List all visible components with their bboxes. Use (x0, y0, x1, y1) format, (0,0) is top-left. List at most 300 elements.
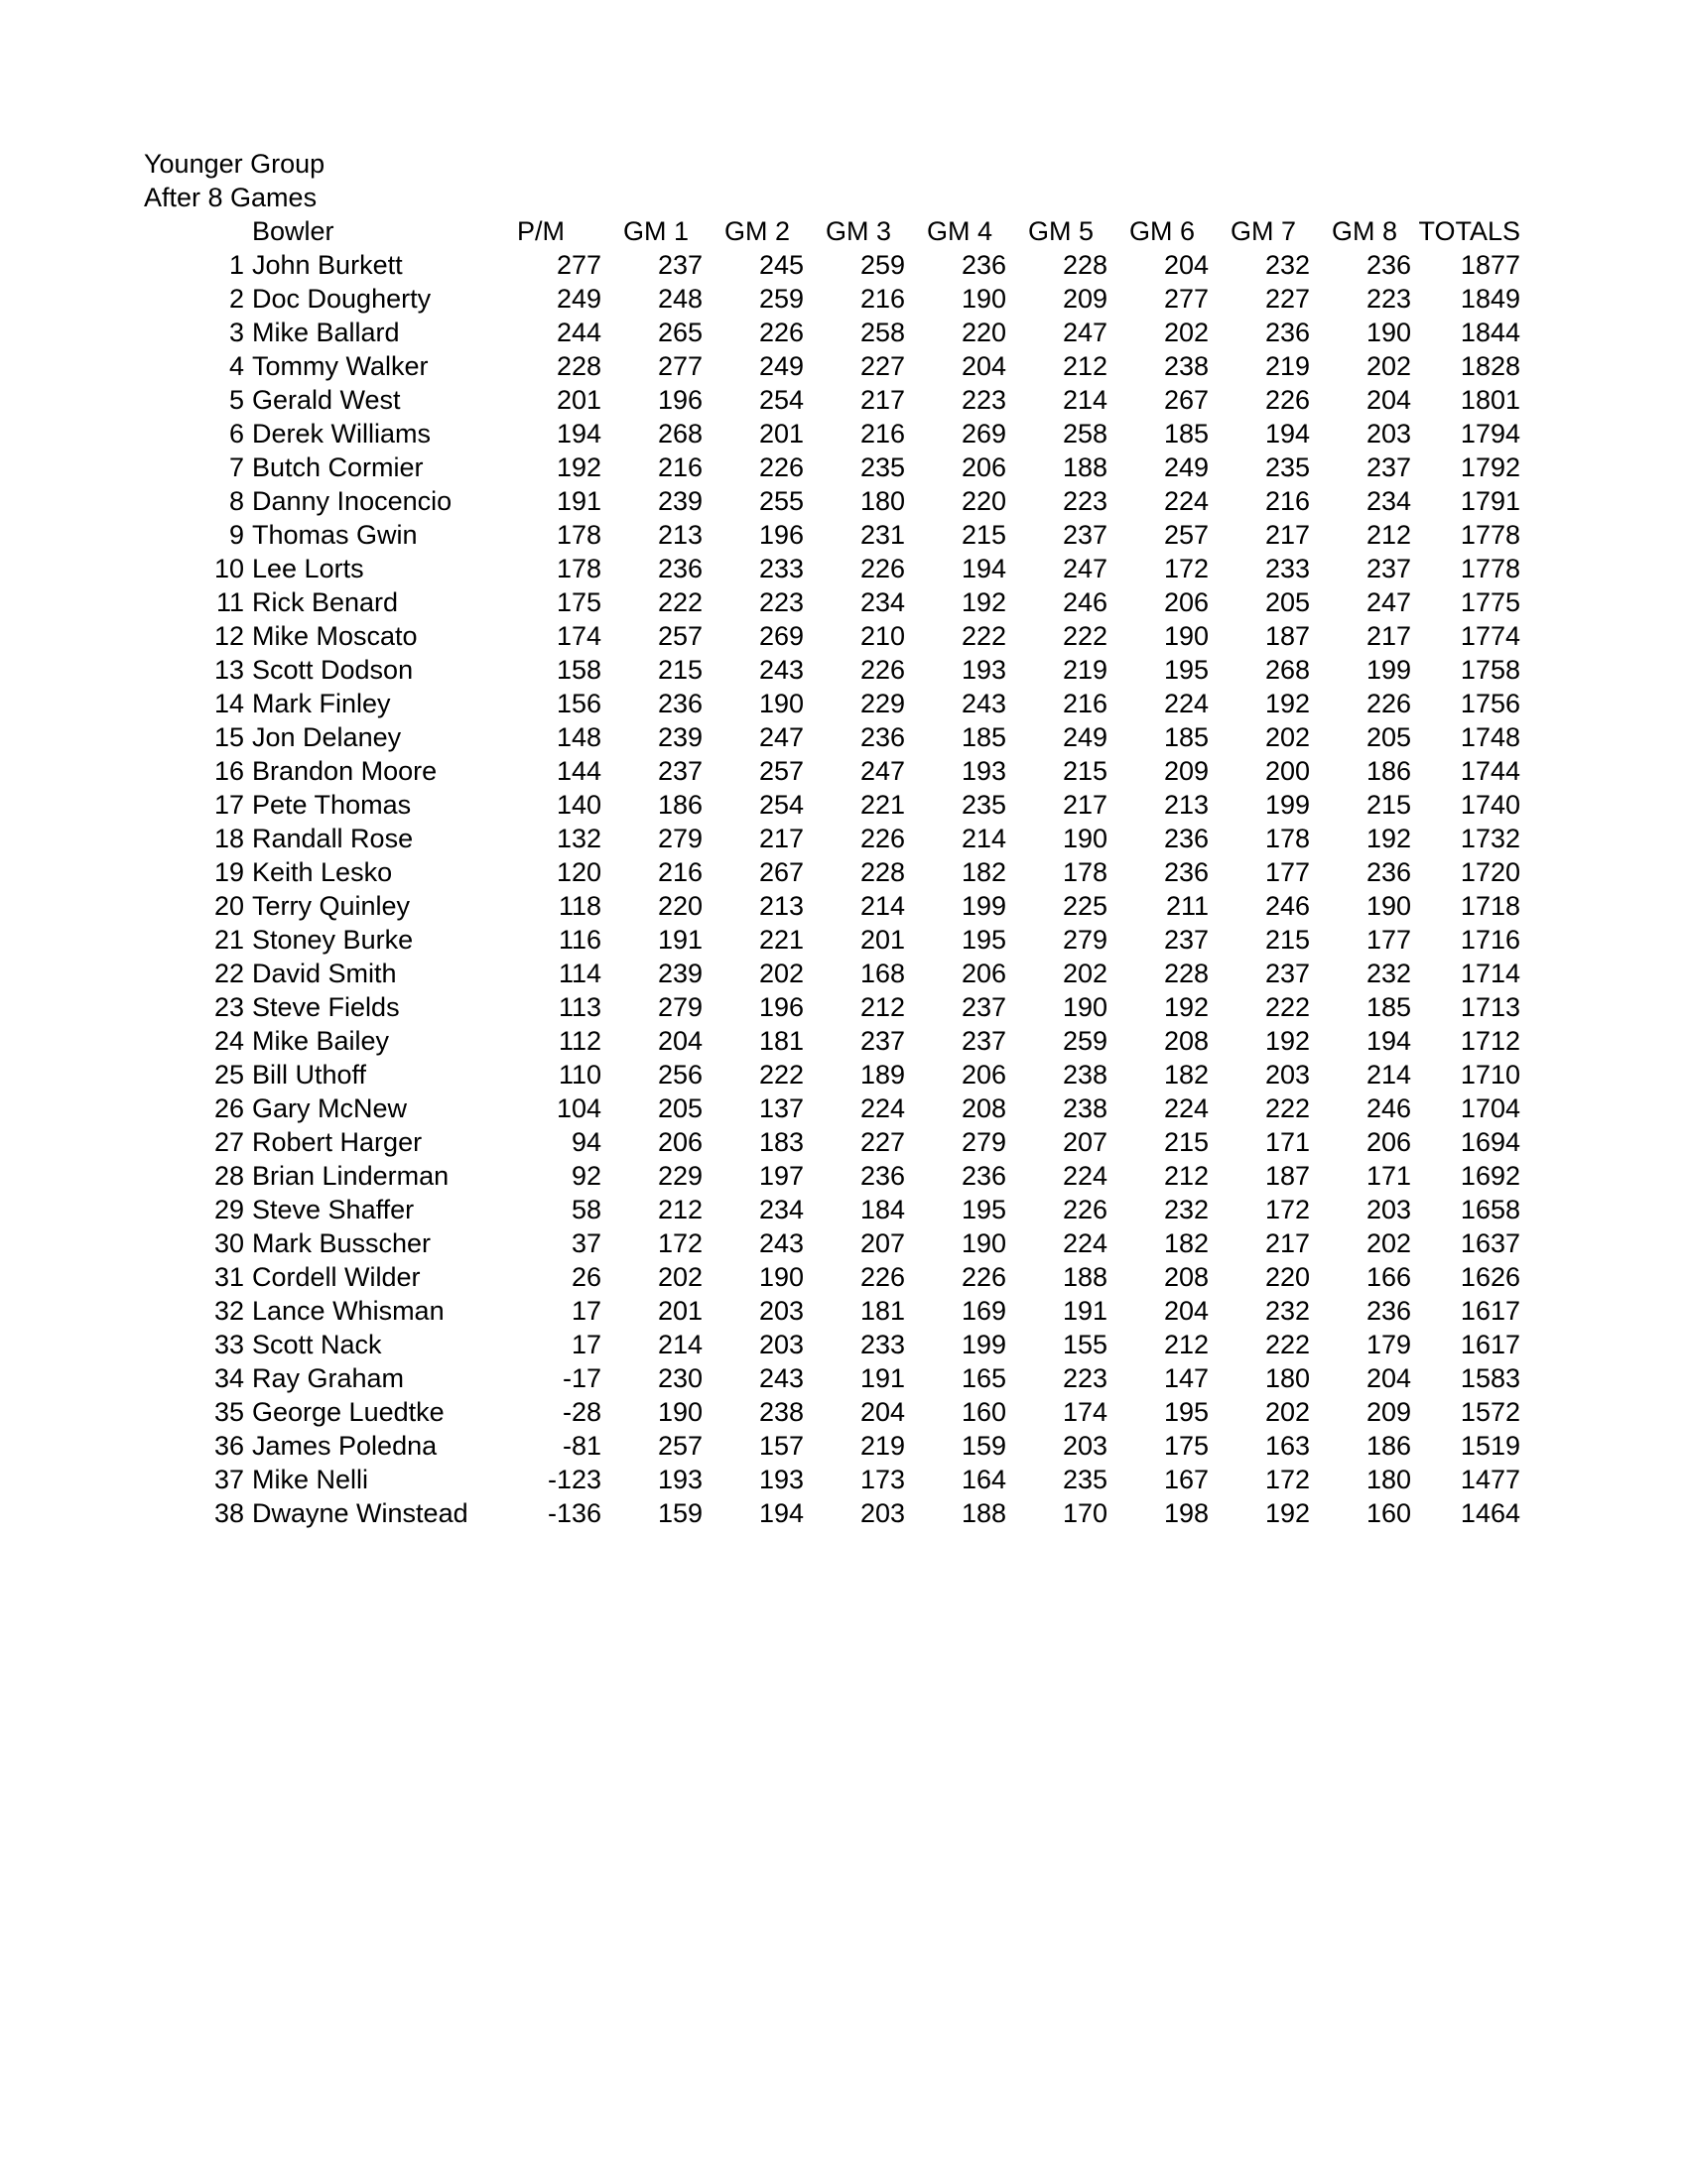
gm-4-cell: 222 (961, 621, 1006, 651)
gm-4-cell: 236 (961, 250, 1006, 280)
gm-6-cell: 192 (1163, 992, 1209, 1022)
gm-4-cell: 199 (961, 891, 1006, 921)
table-row (198, 1328, 1520, 1361)
table-row (198, 788, 1520, 822)
rank-cell: 1 (228, 250, 244, 280)
gm-3-cell: 216 (859, 419, 905, 449)
gm-1-cell: 201 (657, 1296, 703, 1326)
gm-4-cell: 208 (961, 1093, 1006, 1123)
gm-1-cell: 237 (657, 250, 703, 280)
totals-cell: 1801 (1460, 385, 1520, 415)
table-row (198, 1395, 1520, 1429)
gm-5-cell: 228 (1062, 250, 1107, 280)
gm-8-cell: 160 (1365, 1498, 1411, 1528)
pm-cell: 277 (556, 250, 601, 280)
gm-6-cell: 175 (1163, 1431, 1209, 1461)
rank-cell: 19 (213, 857, 244, 887)
bowler-name-cell: Stoney Burke (252, 925, 414, 955)
gm-3-cell: 224 (859, 1093, 905, 1123)
gm-1-cell: 213 (657, 520, 703, 550)
gm-1-cell: 229 (657, 1161, 703, 1191)
table-row (198, 754, 1520, 788)
gm-5-cell: 174 (1062, 1397, 1107, 1427)
pm-cell: 113 (558, 992, 601, 1022)
gm-7-cell: 192 (1264, 1498, 1310, 1528)
gm-7-cell: 200 (1264, 756, 1310, 786)
totals-cell: 1583 (1460, 1363, 1520, 1393)
bowler-name-cell: Gerald West (252, 385, 401, 415)
pm-cell: 144 (556, 756, 601, 786)
gm-3-cell: 184 (859, 1195, 905, 1224)
gm-1-cell: 237 (657, 756, 703, 786)
totals-cell: 1744 (1460, 756, 1520, 786)
gm-7-cell: 226 (1264, 385, 1310, 415)
gm-1-cell: 265 (657, 318, 703, 347)
gm-7-cell: 232 (1264, 1296, 1310, 1326)
gm-3-cell: 235 (859, 452, 905, 482)
gm-1-cell: 196 (657, 385, 703, 415)
table-header (198, 214, 1520, 248)
gm-3-cell: 259 (859, 250, 905, 280)
gm-8-cell: 215 (1365, 790, 1411, 820)
gm-4-cell: 243 (961, 689, 1006, 718)
bowler-name-cell: Mike Nelli (252, 1465, 369, 1494)
gm-6-cell: 208 (1163, 1026, 1209, 1056)
bowler-name-cell: Thomas Gwin (252, 520, 418, 550)
gm-6-cell: 224 (1163, 689, 1209, 718)
gm-1-cell: 248 (657, 284, 703, 314)
bowler-name-cell: Danny Inocencio (252, 486, 453, 516)
gm-5-cell: 209 (1062, 284, 1107, 314)
gm-2-cell: 238 (758, 1397, 804, 1427)
rank-cell: 6 (228, 419, 244, 449)
gm-8-cell: 232 (1365, 959, 1411, 988)
gm-5-cell: 207 (1062, 1127, 1107, 1157)
table-row (198, 518, 1520, 552)
table-row (198, 889, 1520, 923)
gm-6-cell: 215 (1163, 1127, 1209, 1157)
gm-2-cell: 203 (758, 1296, 804, 1326)
gm-6-cell: 224 (1163, 486, 1209, 516)
gm-7-cell: 222 (1264, 992, 1310, 1022)
gm-3-cell: 214 (859, 891, 905, 921)
gm-7-cell: 192 (1264, 1026, 1310, 1056)
table-row (198, 720, 1520, 754)
gm-8-cell: 246 (1365, 1093, 1411, 1123)
gm-5-cell: 190 (1062, 824, 1107, 853)
gm-2-cell: 259 (758, 284, 804, 314)
table-row (198, 282, 1520, 316)
totals-cell: 1714 (1460, 959, 1520, 988)
gm-3-cell: 212 (859, 992, 905, 1022)
gm-2-cell: 243 (758, 1228, 804, 1258)
bowler-name-cell: Keith Lesko (252, 857, 393, 887)
gm-7-cell: 246 (1264, 891, 1310, 921)
gm-6-cell: 236 (1163, 824, 1209, 853)
gm-1-cell: 216 (657, 857, 703, 887)
gm-2-cell: 249 (758, 351, 804, 381)
pm-cell: -81 (562, 1431, 601, 1461)
gm-5-cell: 224 (1062, 1228, 1107, 1258)
header-gm-4: GM 4 (926, 216, 992, 246)
table-row (198, 1429, 1520, 1463)
gm-2-cell: 257 (758, 756, 804, 786)
table-row (198, 619, 1520, 653)
gm-6-cell: 172 (1163, 554, 1209, 583)
gm-8-cell: 226 (1365, 689, 1411, 718)
table-row (198, 1260, 1520, 1294)
gm-3-cell: 173 (859, 1465, 905, 1494)
gm-4-cell: 182 (961, 857, 1006, 887)
rank-cell: 21 (213, 925, 244, 955)
gm-5-cell: 216 (1062, 689, 1107, 718)
gm-3-cell: 210 (859, 621, 905, 651)
gm-8-cell: 214 (1365, 1060, 1411, 1090)
gm-7-cell: 232 (1264, 250, 1310, 280)
table-row (198, 923, 1520, 957)
gm-4-cell: 169 (961, 1296, 1006, 1326)
gm-1-cell: 239 (657, 486, 703, 516)
pm-cell: 17 (571, 1296, 601, 1326)
gm-6-cell: 204 (1163, 1296, 1209, 1326)
gm-5-cell: 238 (1062, 1093, 1107, 1123)
gm-5-cell: 223 (1062, 486, 1107, 516)
gm-7-cell: 187 (1264, 621, 1310, 651)
gm-4-cell: 195 (961, 925, 1006, 955)
gm-4-cell: 220 (961, 486, 1006, 516)
gm-6-cell: 208 (1163, 1262, 1209, 1292)
gm-3-cell: 204 (859, 1397, 905, 1427)
gm-5-cell: 217 (1062, 790, 1107, 820)
gm-1-cell: 172 (657, 1228, 703, 1258)
gm-7-cell: 203 (1264, 1060, 1310, 1090)
gm-6-cell: 212 (1163, 1330, 1209, 1359)
rank-cell: 33 (213, 1330, 244, 1359)
gm-3-cell: 247 (859, 756, 905, 786)
gm-6-cell: 232 (1163, 1195, 1209, 1224)
gm-2-cell: 234 (758, 1195, 804, 1224)
gm-6-cell: 198 (1163, 1498, 1209, 1528)
gm-7-cell: 268 (1264, 655, 1310, 685)
pm-cell: 249 (556, 284, 601, 314)
totals-cell: 1658 (1460, 1195, 1520, 1224)
rank-cell: 2 (228, 284, 244, 314)
gm-6-cell: 167 (1163, 1465, 1209, 1494)
gm-7-cell: 236 (1264, 318, 1310, 347)
gm-8-cell: 237 (1365, 554, 1411, 583)
pm-cell: -28 (562, 1397, 601, 1427)
rank-cell: 30 (213, 1228, 244, 1258)
rank-cell: 17 (213, 790, 244, 820)
gm-7-cell: 220 (1264, 1262, 1310, 1292)
gm-7-cell: 233 (1264, 554, 1310, 583)
gm-4-cell: 188 (961, 1498, 1006, 1528)
gm-4-cell: 236 (961, 1161, 1006, 1191)
gm-2-cell: 223 (758, 587, 804, 617)
gm-7-cell: 178 (1264, 824, 1310, 853)
bowler-name-cell: John Burkett (252, 250, 403, 280)
gm-7-cell: 217 (1264, 1228, 1310, 1258)
gm-4-cell: 237 (961, 1026, 1006, 1056)
gm-8-cell: 190 (1365, 891, 1411, 921)
rank-cell: 26 (213, 1093, 244, 1123)
totals-cell: 1778 (1460, 520, 1520, 550)
standings-table (198, 214, 1520, 1530)
gm-6-cell: 182 (1163, 1060, 1209, 1090)
gm-7-cell: 172 (1264, 1465, 1310, 1494)
totals-cell: 1792 (1460, 452, 1520, 482)
gm-2-cell: 137 (758, 1093, 804, 1123)
gm-8-cell: 199 (1365, 655, 1411, 685)
gm-7-cell: 177 (1264, 857, 1310, 887)
gm-4-cell: 279 (961, 1127, 1006, 1157)
bowler-name-cell: Derek Williams (252, 419, 432, 449)
pm-cell: 192 (556, 452, 601, 482)
pm-cell: 114 (558, 959, 601, 988)
games-subtitle: After 8 Games (144, 183, 318, 212)
totals-cell: 1712 (1460, 1026, 1520, 1056)
pm-cell: 244 (556, 318, 601, 347)
gm-3-cell: 258 (859, 318, 905, 347)
rank-cell: 22 (213, 959, 244, 988)
bowler-name-cell: Rick Benard (252, 587, 399, 617)
gm-3-cell: 227 (859, 351, 905, 381)
gm-2-cell: 233 (758, 554, 804, 583)
gm-4-cell: 190 (961, 1228, 1006, 1258)
gm-1-cell: 214 (657, 1330, 703, 1359)
rank-cell: 8 (228, 486, 244, 516)
gm-3-cell: 219 (859, 1431, 905, 1461)
header-totals: TOTALS (1418, 216, 1520, 246)
gm-1-cell: 216 (657, 452, 703, 482)
gm-8-cell: 237 (1365, 452, 1411, 482)
gm-6-cell: 213 (1163, 790, 1209, 820)
gm-4-cell: 220 (961, 318, 1006, 347)
gm-2-cell: 255 (758, 486, 804, 516)
gm-3-cell: 226 (859, 1262, 905, 1292)
gm-8-cell: 177 (1365, 925, 1411, 955)
gm-8-cell: 204 (1365, 385, 1411, 415)
gm-7-cell: 194 (1264, 419, 1310, 449)
gm-5-cell: 246 (1062, 587, 1107, 617)
table-row (198, 552, 1520, 585)
gm-8-cell: 194 (1365, 1026, 1411, 1056)
pm-cell: 175 (556, 587, 601, 617)
gm-8-cell: 180 (1365, 1465, 1411, 1494)
gm-7-cell: 216 (1264, 486, 1310, 516)
gm-3-cell: 221 (859, 790, 905, 820)
table-row (198, 687, 1520, 720)
pm-cell: 194 (556, 419, 601, 449)
gm-3-cell: 228 (859, 857, 905, 887)
table-row (198, 990, 1520, 1024)
gm-5-cell: 155 (1062, 1330, 1107, 1359)
gm-7-cell: 217 (1264, 520, 1310, 550)
totals-cell: 1572 (1460, 1397, 1520, 1427)
pm-cell: 148 (556, 722, 601, 752)
totals-cell: 1844 (1460, 318, 1520, 347)
rank-cell: 24 (213, 1026, 244, 1056)
totals-cell: 1694 (1460, 1127, 1520, 1157)
pm-cell: -17 (562, 1363, 601, 1393)
gm-2-cell: 190 (758, 689, 804, 718)
totals-cell: 1637 (1460, 1228, 1520, 1258)
gm-4-cell: 204 (961, 351, 1006, 381)
gm-8-cell: 236 (1365, 857, 1411, 887)
totals-cell: 1519 (1460, 1431, 1520, 1461)
gm-6-cell: 195 (1163, 1397, 1209, 1427)
gm-2-cell: 213 (758, 891, 804, 921)
gm-6-cell: 185 (1163, 722, 1209, 752)
gm-4-cell: 214 (961, 824, 1006, 853)
rank-cell: 25 (213, 1060, 244, 1090)
bowler-name-cell: Bill Uthoff (252, 1060, 367, 1090)
gm-1-cell: 212 (657, 1195, 703, 1224)
bowler-name-cell: Doc Dougherty (252, 284, 432, 314)
gm-3-cell: 168 (859, 959, 905, 988)
gm-5-cell: 235 (1062, 1465, 1107, 1494)
gm-2-cell: 202 (758, 959, 804, 988)
gm-6-cell: 209 (1163, 756, 1209, 786)
rank-cell: 38 (213, 1498, 244, 1528)
gm-5-cell: 212 (1062, 351, 1107, 381)
pm-cell: 118 (558, 891, 601, 921)
gm-3-cell: 227 (859, 1127, 905, 1157)
bowler-name-cell: Lee Lorts (252, 554, 364, 583)
gm-1-cell: 193 (657, 1465, 703, 1494)
gm-5-cell: 188 (1062, 1262, 1107, 1292)
gm-5-cell: 238 (1062, 1060, 1107, 1090)
table-row (198, 653, 1520, 687)
gm-1-cell: 222 (657, 587, 703, 617)
gm-4-cell: 160 (961, 1397, 1006, 1427)
bowler-name-cell: James Poledna (252, 1431, 438, 1461)
gm-8-cell: 203 (1365, 1195, 1411, 1224)
pm-cell: 92 (571, 1161, 601, 1191)
gm-6-cell: 206 (1163, 587, 1209, 617)
bowler-name-cell: Randall Rose (252, 824, 414, 853)
gm-7-cell: 171 (1264, 1127, 1310, 1157)
gm-2-cell: 196 (758, 992, 804, 1022)
gm-5-cell: 203 (1062, 1431, 1107, 1461)
gm-5-cell: 223 (1062, 1363, 1107, 1393)
table-body (198, 248, 1520, 1530)
rank-cell: 20 (213, 891, 244, 921)
pm-cell: 37 (571, 1228, 601, 1258)
gm-2-cell: 197 (758, 1161, 804, 1191)
bowler-name-cell: Mark Finley (252, 689, 391, 718)
gm-5-cell: 219 (1062, 655, 1107, 685)
bowler-name-cell: Scott Nack (252, 1330, 382, 1359)
gm-4-cell: 193 (961, 655, 1006, 685)
gm-5-cell: 279 (1062, 925, 1107, 955)
pm-cell: 104 (556, 1093, 601, 1123)
gm-5-cell: 222 (1062, 621, 1107, 651)
gm-1-cell: 257 (657, 621, 703, 651)
gm-3-cell: 207 (859, 1228, 905, 1258)
gm-8-cell: 223 (1365, 284, 1411, 314)
table-row (198, 585, 1520, 619)
rank-cell: 27 (213, 1127, 244, 1157)
pm-cell: 174 (556, 621, 601, 651)
gm-7-cell: 163 (1264, 1431, 1310, 1461)
gm-1-cell: 159 (657, 1498, 703, 1528)
rank-cell: 12 (213, 621, 244, 651)
table-row (198, 957, 1520, 990)
gm-5-cell: 202 (1062, 959, 1107, 988)
totals-cell: 1748 (1460, 722, 1520, 752)
gm-1-cell: 215 (657, 655, 703, 685)
gm-6-cell: 236 (1163, 857, 1209, 887)
group-title: Younger Group (144, 149, 325, 179)
gm-8-cell: 217 (1365, 621, 1411, 651)
gm-5-cell: 224 (1062, 1161, 1107, 1191)
gm-2-cell: 194 (758, 1498, 804, 1528)
pm-cell: 201 (556, 385, 601, 415)
gm-3-cell: 226 (859, 655, 905, 685)
gm-2-cell: 254 (758, 385, 804, 415)
bowler-name-cell: Dwayne Winstead (252, 1498, 468, 1528)
pm-cell: -136 (547, 1498, 601, 1528)
totals-cell: 1713 (1460, 992, 1520, 1022)
totals-cell: 1720 (1460, 857, 1520, 887)
rank-cell: 31 (213, 1262, 244, 1292)
gm-4-cell: 192 (961, 587, 1006, 617)
gm-4-cell: 193 (961, 756, 1006, 786)
rank-cell: 5 (228, 385, 244, 415)
header-gm-1: GM 1 (622, 216, 689, 246)
table-row (198, 417, 1520, 450)
gm-5-cell: 237 (1062, 520, 1107, 550)
table-row (198, 1193, 1520, 1226)
bowler-name-cell: David Smith (252, 959, 397, 988)
table-row (198, 1125, 1520, 1159)
pm-cell: 120 (556, 857, 601, 887)
gm-2-cell: 190 (758, 1262, 804, 1292)
gm-1-cell: 239 (657, 959, 703, 988)
rank-cell: 10 (213, 554, 244, 583)
gm-6-cell: 185 (1163, 419, 1209, 449)
header-gm-3: GM 3 (825, 216, 891, 246)
bowler-name-cell: Ray Graham (252, 1363, 405, 1393)
gm-2-cell: 226 (758, 318, 804, 347)
table-row (198, 1463, 1520, 1496)
bowler-name-cell: Pete Thomas (252, 790, 412, 820)
rank-cell: 3 (228, 318, 244, 347)
gm-2-cell: 221 (758, 925, 804, 955)
totals-cell: 1778 (1460, 554, 1520, 583)
gm-1-cell: 279 (657, 824, 703, 853)
gm-6-cell: 147 (1163, 1363, 1209, 1393)
gm-4-cell: 237 (961, 992, 1006, 1022)
gm-7-cell: 192 (1264, 689, 1310, 718)
totals-cell: 1791 (1460, 486, 1520, 516)
bowler-name-cell: Robert Harger (252, 1127, 423, 1157)
gm-4-cell: 190 (961, 284, 1006, 314)
table-row (198, 450, 1520, 484)
table-row (198, 1159, 1520, 1193)
totals-cell: 1774 (1460, 621, 1520, 651)
gm-3-cell: 233 (859, 1330, 905, 1359)
gm-4-cell: 199 (961, 1330, 1006, 1359)
bowler-name-cell: George Luedtke (252, 1397, 445, 1427)
gm-7-cell: 180 (1264, 1363, 1310, 1393)
gm-6-cell: 238 (1163, 351, 1209, 381)
bowler-name-cell: Brandon Moore (252, 756, 438, 786)
gm-8-cell: 234 (1365, 486, 1411, 516)
rank-cell: 34 (213, 1363, 244, 1393)
pm-cell: 94 (571, 1127, 601, 1157)
